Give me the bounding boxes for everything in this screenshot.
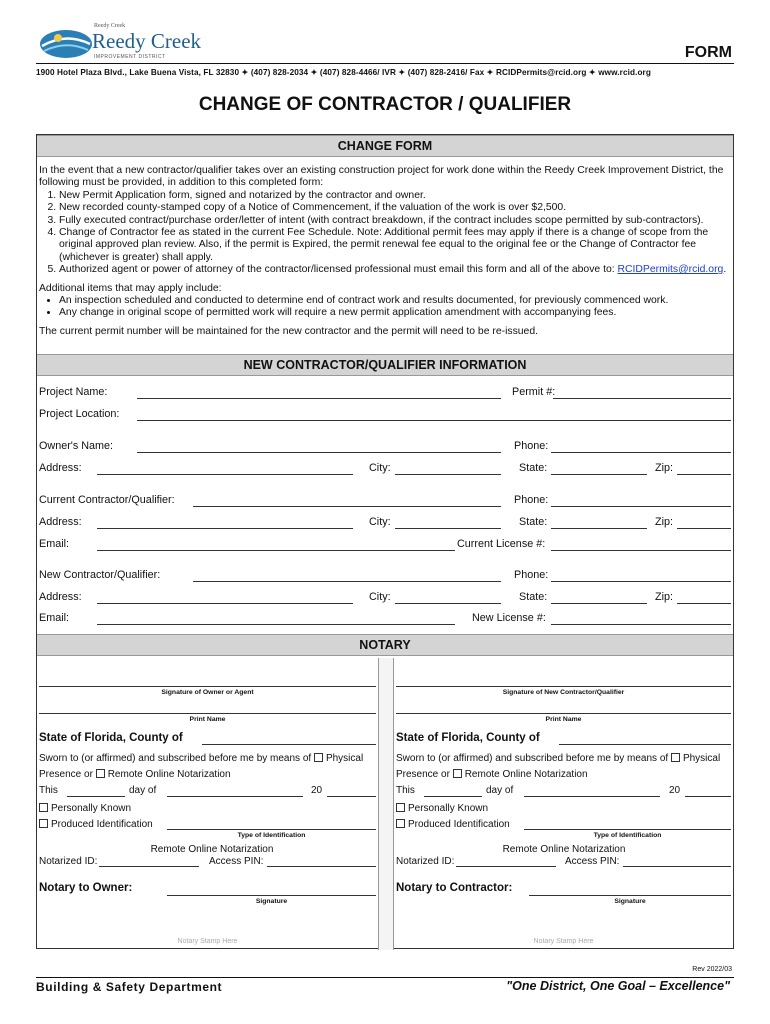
owner-year-label: 20	[311, 785, 323, 796]
requirement-text: Authorized agent or power of attorney of the contractor/licensed professional must email this form and all of the above to:	[59, 264, 618, 276]
new-address-field[interactable]	[97, 603, 353, 604]
department-name: Building & Safety Department	[36, 980, 223, 994]
header-divider	[36, 63, 734, 64]
new-phone-label: Phone:	[514, 569, 549, 581]
new-email-label: Email:	[39, 612, 69, 624]
contractor-notary-signature-caption: Signature	[614, 898, 646, 905]
contractor-county-field[interactable]	[559, 744, 731, 745]
owner-address-field[interactable]	[97, 474, 353, 475]
owner-notary-stamp: Notary Stamp Here	[177, 938, 238, 945]
owner-print-name-caption: Print Name	[189, 716, 226, 723]
project-name-label: Project Name:	[39, 386, 108, 398]
owner-name-label: Owner's Name:	[39, 440, 114, 452]
permit-field[interactable]	[553, 398, 731, 399]
notary-to-contractor-label: Notary to Contractor:	[396, 882, 513, 894]
contractor-sworn-line	[396, 753, 720, 764]
owner-address-label: Address:	[39, 462, 82, 474]
owner-state-county: State of Florida, County of	[39, 732, 183, 744]
project-name-field[interactable]	[137, 398, 501, 399]
current-address-label: Address:	[39, 516, 82, 528]
contractor-notarized-id-label: Notarized ID:	[396, 856, 455, 867]
presence-label: Presence or	[39, 769, 93, 780]
owner-notarized-id-label: Notarized ID:	[39, 856, 98, 867]
contractor-id-type-caption: Type of Identification	[593, 832, 662, 839]
current-email-label: Email:	[39, 538, 69, 550]
current-license-field[interactable]	[551, 550, 731, 551]
address-line: 1900 Hotel Plaza Blvd., Lake Buena Vista, FL 32830 ✦ (407) 828-2034 ✦ (407) 828-4466/ IVR ✦ (407) 828-2416/ Fax ✦ RCIDPermits@rcid.org ✦ www.rcid.org	[36, 68, 651, 77]
owner-month-field[interactable]	[167, 796, 303, 797]
current-city-label: City:	[369, 516, 391, 528]
owner-notarized-id-field[interactable]	[99, 866, 199, 867]
contractor-produced-id-checkbox[interactable]	[396, 819, 405, 828]
email-link[interactable]: RCIDPermits@rcid.org	[617, 264, 724, 276]
owner-day-field[interactable]	[67, 796, 125, 797]
owner-id-type-field[interactable]	[167, 829, 376, 830]
contractor-state-county: State of Florida, County of	[396, 732, 540, 744]
owner-this-label: This	[39, 785, 58, 796]
slogan: "One District, One Goal – Excellence"	[506, 979, 730, 993]
contractor-remote-checkbox[interactable]	[453, 769, 462, 778]
contractor-produced-id	[396, 819, 510, 830]
owner-sworn-line	[39, 753, 363, 764]
contractor-day-of-label: day of	[486, 785, 514, 796]
contractor-notarized-id-field[interactable]	[456, 866, 556, 867]
requirement-item: 2. New recorded county-stamped copy of a Notice of Commencement, if the valuation of the work is over $2,500.	[59, 202, 731, 214]
owner-signature-caption: Signature of Owner or Agent	[161, 689, 254, 696]
contractor-access-pin-label: Access PIN:	[565, 856, 620, 867]
current-address-field[interactable]	[97, 528, 353, 529]
contractor-signature-field[interactable]	[396, 686, 731, 687]
project-location-label: Project Location:	[39, 408, 120, 420]
new-contractor-label: New Contractor/Qualifier:	[39, 569, 161, 581]
owner-city-label: City:	[369, 462, 391, 474]
owner-city-field[interactable]	[395, 474, 501, 475]
current-license-label: Current License #:	[457, 538, 546, 550]
physical-label: Physical	[682, 753, 721, 764]
owner-day-of-label: day of	[129, 785, 157, 796]
logo-mark-icon	[36, 24, 96, 64]
new-state-field[interactable]	[551, 603, 647, 604]
sworn-text: Sworn to (or affirmed) and subscribed before me by means of	[39, 753, 312, 764]
owner-county-field[interactable]	[202, 744, 376, 745]
physical-label: Physical	[325, 753, 364, 764]
project-location-field[interactable]	[137, 420, 731, 421]
current-state-label: State:	[519, 516, 548, 528]
form-box	[36, 134, 734, 949]
new-city-label: City:	[369, 591, 391, 603]
owner-access-pin-label: Access PIN:	[209, 856, 264, 867]
contractor-print-name-caption: Print Name	[545, 716, 582, 723]
owner-access-pin-field[interactable]	[267, 866, 376, 867]
requirements-list	[39, 190, 731, 277]
additional-item: • Any change in original scope of permitted work will require a new permit application amendment with accompanying fees.	[59, 307, 731, 319]
additional-heading: Additional items that may apply include:	[39, 282, 222, 294]
contractor-year-label: 20	[669, 785, 681, 796]
contractor-signature-caption: Signature of New Contractor/Qualifier	[502, 689, 625, 696]
requirement-item: 1. New Permit Application form, signed and notarized by the contractor and owner.	[59, 190, 731, 202]
current-contractor-label: Current Contractor/Qualifier:	[39, 494, 175, 506]
change-form-heading: CHANGE FORM	[37, 135, 733, 157]
current-email-field[interactable]	[97, 550, 455, 551]
contractor-access-pin-field[interactable]	[623, 866, 731, 867]
new-address-label: Address:	[39, 591, 82, 603]
current-contractor-field[interactable]	[193, 506, 501, 507]
logo-name: Reedy Creek	[92, 29, 202, 53]
presence-label: Presence or	[396, 769, 450, 780]
page-title: CHANGE OF CONTRACTOR / QUALIFIER	[198, 94, 572, 115]
contractor-known-checkbox[interactable]	[396, 803, 405, 812]
new-phone-field[interactable]	[551, 581, 731, 582]
contractor-year-field[interactable]	[685, 796, 731, 797]
contractor-month-field[interactable]	[524, 796, 660, 797]
requirement-item: 3. Fully executed contract/purchase order/letter of intent (with contract breakdown, if the contract includes scope permitted by sub-contractors).	[59, 215, 731, 227]
logo-subtitle: IMPROVEMENT DISTRICT	[94, 54, 166, 60]
owner-name-field[interactable]	[137, 452, 501, 453]
contractor-personally-known	[396, 803, 488, 814]
info-heading: NEW CONTRACTOR/QUALIFIER INFORMATION	[37, 354, 733, 376]
new-zip-label: Zip:	[655, 591, 673, 603]
district-logo	[36, 24, 216, 64]
contractor-remote-notarization: Remote Online Notarization	[502, 844, 626, 855]
contractor-notary-signature-field[interactable]	[529, 895, 731, 896]
remote-label: Remote Online Notarization	[464, 769, 588, 780]
change-form-instructions	[39, 165, 731, 338]
owner-zip-label: Zip:	[655, 462, 673, 474]
owner-presence-line	[39, 769, 231, 780]
owner-personally-known	[39, 803, 131, 814]
new-city-field[interactable]	[395, 603, 501, 604]
new-state-label: State:	[519, 591, 548, 603]
requirement-item: 4. Change of Contractor fee as stated in the current Fee Schedule. Note: Additional permit fees may apply if there is a change of scope from the original approved plan review. Also, if the permit is Expired, the permit renewal fee equal to the original fee or the Change of Contractor fee (whichever is greater) shall apply.	[59, 227, 731, 264]
new-contractor-field[interactable]	[193, 581, 501, 582]
requirement-item: 5. Authorized agent or power of attorney of the contractor/licensed professional must email this form and all of the above to: RCIDPermits@rcid.org.	[59, 264, 731, 276]
footer-divider	[36, 977, 734, 978]
owner-notary-signature-caption: Signature	[255, 898, 288, 905]
logo-small-text: Reedy Creek	[94, 23, 126, 29]
additional-item: • An inspection scheduled and conducted to determine end of contract work and results documented, for previously commenced work.	[59, 295, 731, 307]
owner-remote-checkbox[interactable]	[96, 769, 105, 778]
new-license-label: New License #:	[472, 612, 546, 624]
produced-id-label: Produced Identification	[408, 819, 510, 830]
owner-state-field[interactable]	[551, 474, 647, 475]
notary-to-owner-label: Notary to Owner:	[39, 882, 133, 894]
contractor-physical-checkbox[interactable]	[671, 753, 680, 762]
owner-known-checkbox[interactable]	[39, 803, 48, 812]
notary-heading: NOTARY	[37, 634, 733, 656]
current-city-field[interactable]	[395, 528, 501, 529]
sworn-text: Sworn to (or affirmed) and subscribed before me by means of	[396, 753, 669, 764]
owner-signature-field[interactable]	[39, 686, 376, 687]
current-state-field[interactable]	[551, 528, 647, 529]
owner-state-label: State:	[519, 462, 548, 474]
contractor-id-type-field[interactable]	[524, 829, 731, 830]
additional-list	[39, 295, 731, 320]
owner-id-type-caption: Type of Identification	[237, 832, 306, 839]
owner-print-name-field[interactable]	[39, 713, 376, 714]
owner-notary-signature-field[interactable]	[167, 895, 376, 896]
known-label: Personally Known	[408, 803, 489, 814]
owner-phone-label: Phone:	[514, 440, 549, 452]
intro-paragraph: In the event that a new contractor/qualifier takes over an existing construction project for work done within the Reedy Creek Improvement District, the following must be provided, in addition to this completed form:	[39, 165, 724, 189]
revision-label: Rev 2022/03	[692, 966, 732, 973]
current-zip-field[interactable]	[677, 528, 731, 529]
new-email-field[interactable]	[97, 624, 455, 625]
permit-label: Permit #:	[512, 386, 556, 398]
notary-column-divider	[378, 658, 394, 950]
form-label: FORM	[684, 44, 732, 61]
owner-year-field[interactable]	[327, 796, 376, 797]
current-phone-label: Phone:	[514, 494, 549, 506]
owner-zip-field[interactable]	[677, 474, 731, 475]
current-phone-field[interactable]	[551, 506, 731, 507]
contractor-print-name-field[interactable]	[396, 713, 731, 714]
contractor-notary-stamp: Notary Stamp Here	[533, 938, 594, 945]
known-label: Personally Known	[51, 803, 132, 814]
contractor-day-field[interactable]	[424, 796, 482, 797]
owner-remote-notarization: Remote Online Notarization	[150, 844, 274, 855]
remote-label: Remote Online Notarization	[107, 769, 231, 780]
current-zip-label: Zip:	[655, 516, 673, 528]
permit-note: The current permit number will be maintained for the new contractor and the permit will need to be re-issued.	[39, 325, 538, 337]
produced-id-label: Produced Identification	[51, 819, 153, 830]
contractor-this-label: This	[396, 785, 415, 796]
owner-produced-id	[39, 819, 153, 830]
new-zip-field[interactable]	[677, 603, 731, 604]
contractor-presence-line	[396, 769, 588, 780]
new-license-field[interactable]	[551, 624, 731, 625]
owner-produced-id-checkbox[interactable]	[39, 819, 48, 828]
owner-phone-field[interactable]	[551, 452, 731, 453]
owner-physical-checkbox[interactable]	[314, 753, 323, 762]
